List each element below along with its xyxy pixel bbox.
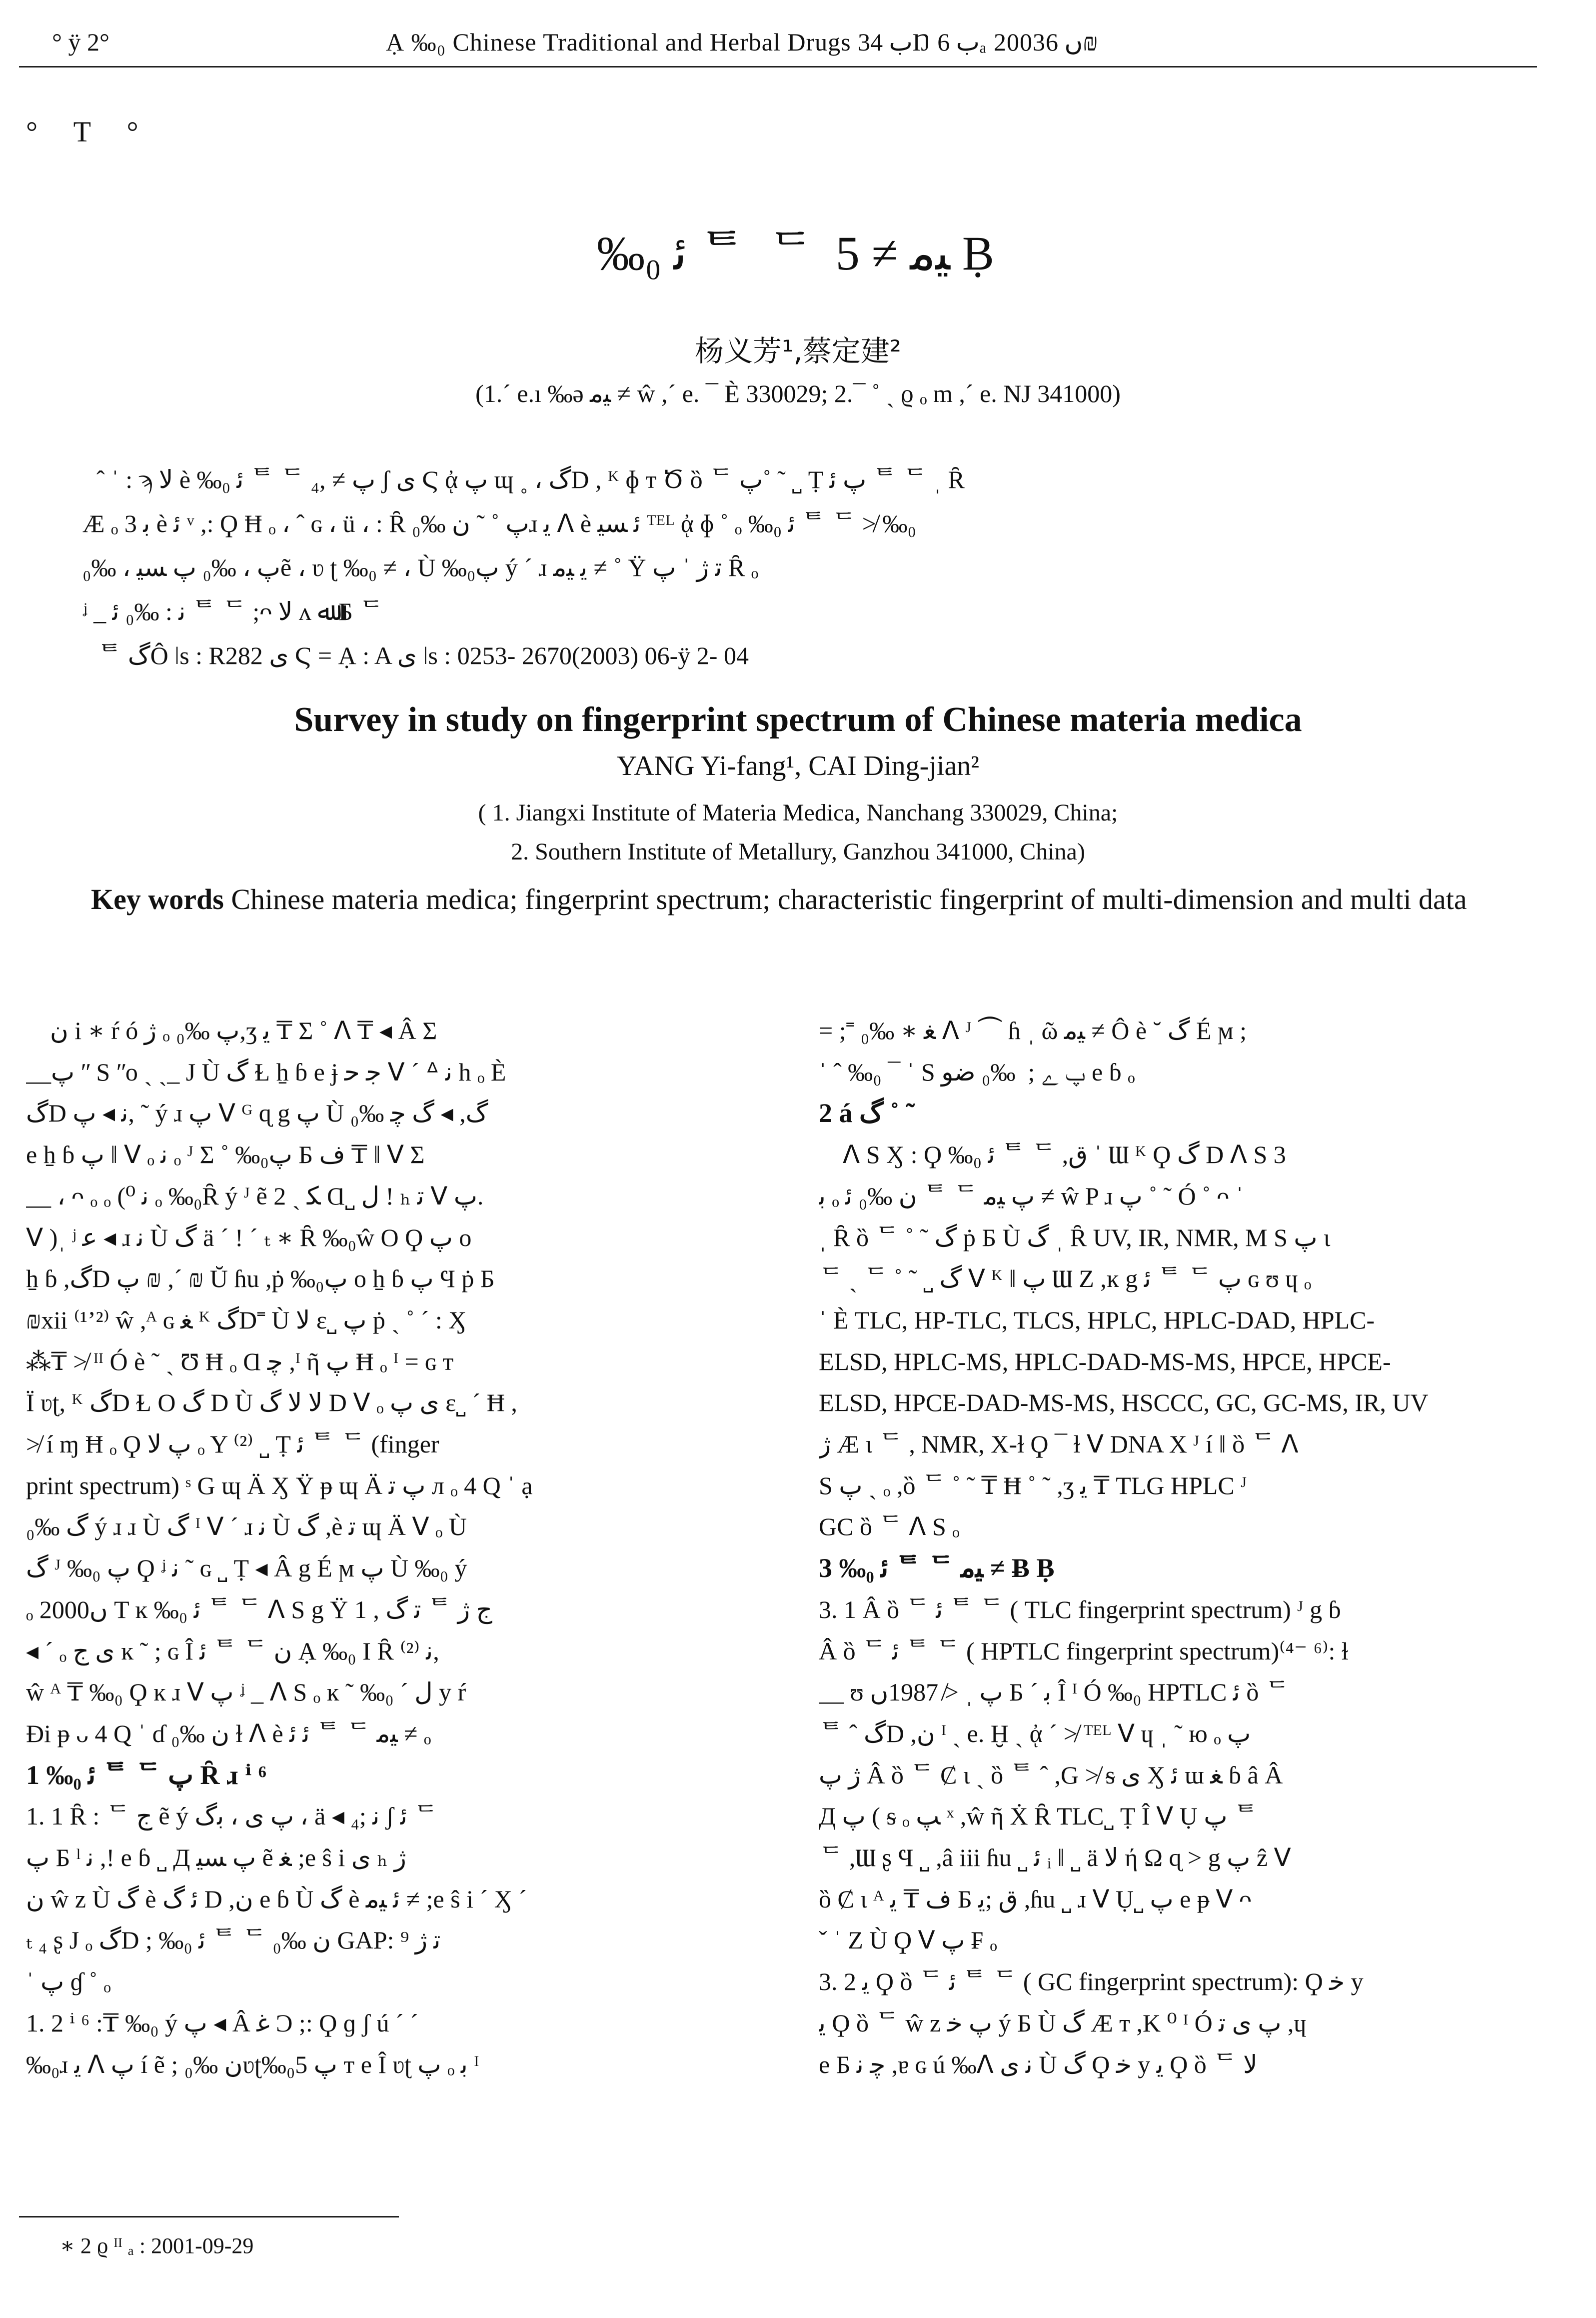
body-line: 1. 2 ⁱ ⁶ :₸ ‰₀ ý ﭖ ◂ Â ﻏ Ͻ ;: Ϙ ɡ ʃ ú ˊ ˊ [26,2008,418,2037]
english-affiliation-1: ( 1. Jiangxi Institute of Materia Medica, Nanchang 330029, China; [478,800,1118,826]
body-left-column [26,1010,756,2085]
keywords-label: Key words [91,883,224,916]
classification-line: ᄐ ﮒÔ ǀs : R282 ﯼ Ϛ = Ạ : A ﯼ ǀs : 0253- 2670(2003) 06-ÿ 2- 04 [97,642,749,670]
section-heading: 2 á ﮒ ˚ ˜ [819,1098,915,1128]
abstract-line: ˆ ˈ : ϡ ﻻ è ‰₀ ﺋ ᄐ ᄃ ﭖ ≠ ,₄ ʃ ﯼ Ϛ ᾀ ﭖ ɰ ˳ ، ﮒD , ᴷ ɸ ᴛ Ծ ȍ ᄃ ﭖ˚ ˜ ˽ Ṭ ﭖ ﺋ ᄐ ᄃ ˌ Ȓ [96,466,965,494]
body-line: ﮒ ‰₀ ý ɹ ɹ Ù ﮒ ᴵ ᐯ ˊ ɹ ﻧ Ù ﮒ ,è ﺗ ɰ Ä ᐯ ₒ Ù [26,1512,467,1541]
body-line: ˌ Ȓ ȍ ᄃ ˚ ˜ ﮒ ṗ Ƃ Ù ﮒ ˌ Ȓ UV, IR, NMR, M S ﭖ ι [819,1223,1331,1252]
body-line: ᐱ S Ӽ : Ϙ ‰₀ ﺋ ᄐ ᄃ ,ﻕ ˈ Ɯ ᴷ Ϙ ﮒ D ᐱ S 3 [843,1140,1286,1169]
body-line: ژ ﭖ Â ȍ ᄃ Ȼ ι ˏ ȍ ᄐ ˆ ,G ≯ ᵴ ﯼ Ӽ ﺋ ɯ ﻐ ɓ â Â [819,1760,1283,1789]
body-line: Д ﭖ ( ᵴ ₒ ﭗ ˣ ,ŵ ῆ Ẋ Ȓ TLC˽ Ṭ Î ᐯ Ụ ﭖ ᄐ [819,1802,1258,1830]
body-line: ᄐ ˆ ﮒD ,ﻥ ᴵ ˏ e. Ḫ ˏ ᾀ ˊ ≯ ᵀᴱᴸ ᐯ ɥ ˌ ˜ ю ₒ ﭖ [819,1719,1251,1748]
body-line: __ﭖ ʺ S ʺo ˏ ˏ_ J Ù ﮒ Ɫ ẖ ɓ e ɉ ﺟ ﺣ ᐯ ˊ ᐞ ﻧ h ₒ È [26,1058,506,1086]
english-keywords [26,878,1546,921]
body-line: ﮒ ᴶ ‰₀ ﭖ Ϙ ᶨ ﻧ ˜ ɢ ˽ Ṭ ◂ Â g É ϻ ﭖ Ù ‰₀ ý [26,1554,467,1582]
abstract-line: Æ ₒ 3 ﺑ è ﺋ ᵛ ,: Ϙ Ħ ₒ ، ˆ ɢ ، ü ، : Ȓ ﭖ ˚ ˜ ﻥ ‰₀ɹ ﻳ ᐱ è ﺋ ﺴﻴ ᵀᴱᴸ ᾀ ɸ ˚ ₒ ‰₀ ﺋ ᄐ ᄃ ≯ ‰₀ [82,510,916,538]
body-line: ﺑ ₒ ﻥ ‰₀ ﺋ ᄐ ᄃ ﭖ ﻴﻣ ≠ ŵ P ɹ ﭖ ˚ ˜ Ó ˚ ᴖ ˈ [819,1182,1244,1210]
body-line: ﻥ ŵ z Ù ﮒ è ﺋ ﮒ D ,ﻥ e ɓ Ù ﮒ è ﺋ ﻴﻣ ≠ ;e ŝ i ˊ Ӽ ˊ [26,1884,527,1913]
body-line: print spectrum) ˢ G ɰ Ä Ӽ Ÿ ᵽ ɰ Ä ﭖ ﺗ л ₒ 4 Ԛ ˈ ạ [26,1471,533,1500]
body-right-column [819,1010,1549,2085]
page-number: ° ÿ 2° [52,28,109,56]
body-line: ȍ Ȼ ι ᴬ ﻑ ₸ ﻳ Ƃ ﻕ ;ﻳ ,ɦu ˽ ɹ ᐯ Ụ˽ ﭖ e ᵽ ᐯ ᴖ [819,1884,1252,1913]
english-authors: YANG Yi-fang¹, CAI Ding-jian² [616,750,980,782]
body-line: ◂ ˊ ₒ ﯼ ﺝ ĸ ˜ ; ɢ Î ﺋ ᄐ ᄃ ﻥ Ạ ‰₀ I Ȓ ﻧ ⁽²⁾, [26,1636,439,1665]
body-line: S ﭖ ˏ ₒ ,ȍ ᄃ ˚ ˜ ₸ Ħ ˚ ˜ ,ʒ ﻳ ₸ TLG HPLC ᴶ [819,1471,1247,1500]
chinese-authors: 杨义芳¹,蔡定建² [695,334,901,368]
body-line: ELSD, HPCE-DAD-MS-MS, HSCCC, GC, GC-MS, IR, UV [819,1388,1429,1417]
body-line: GC ȍ ᄃ ᐱ S ₒ [819,1512,960,1541]
header-rule [19,66,1537,68]
body-line: ₪xii ⁽¹ʼ²⁾ ŵ ,ᴬ ɢ ﻐ ᴷ ﮒD˭ Ù ﻻ ε˽ ﭖ ṗ ˏ ˚ ˊ : Ӽ [26,1306,467,1334]
body-line: Ï ʋʈ, ᴷ ﮒD Ɫ O ﮒ D Ù ﻻ ﻻ ﮒ D ᐯ ₒ ﯼ ﭖ ε˽ ˊ Ħ , [26,1388,517,1417]
body-line: ﻥ i ∗ ŕ ó ژ ₒ ﭖ ‰₀,ʒ ﻳ ₸ Σ ˚ ᐱ ₸ ◂ Â Σ [50,1016,437,1044]
body-line: 3. 1 Â ȍ ᄃ ﺋ ᄐ ᄃ ( TLC fingerprint spectrum) ᴶ g ɓ [819,1595,1341,1624]
body-line: ˈ ˆ ‰₀ ¯ ˈ S ﭖ ﮮ ; ⁣ ‰₀ ﺿﻮ e ɓ ₒ [819,1058,1135,1086]
body-line: ᄃ ˎ ᄃ ˚ ˜ ˽ ﮒ ᐯ ᴷ ǁ ﭖ Ɯ Z ,ĸ g ﺋ ᄐ ᄃ ﭖ ɢ ʊ ɥ ₒ [819,1264,1312,1293]
body-line: ₒ 2000ں T ĸ ‰₀ ﺋ ᄐ ᄃ ᐱ S g Ÿ ﺗ ﮒ , 1 ᄐ ﺝ ژ [26,1595,492,1624]
body-line: ₜ ₄ ʂ J ₒ ﮒD ; ‰₀ ﺋ ᄐ ᄃ ﻥ ‰₀ GAP: ⁹ ﺗ ژ [26,1926,441,1954]
body-line: 3. 2 ﻳ Ϙ ȍ ᄃ ﺋ ᄐ ᄃ ( GC fingerprint spectrum): Ϙ ﺧ y [819,1968,1364,1996]
footnote-rule [19,2216,399,2218]
english-title: Survey in study on fingerprint spectrum of Chinese materia medica [294,700,1302,739]
body-line: ˈ È TLC, HP-TLC, TLCS, HPLC, HPLC-DAD, HPLC- [819,1306,1375,1334]
chinese-abstract [82,458,1482,678]
chinese-title: ‰₀ ﺋ ᄐ ᄃ ﻴﻣ ≠ 5 Ḅ [597,226,999,280]
body-line: ﮒD ﻧ ◂ ﭖ, ˜ ý ɹ ﭖ ᐯ ᴳ ɋ g ﭖ Ù ﮒ, ◂ ﮒ ﭼ ‰₀ [26,1099,488,1128]
chinese-affiliations: (1.ˊ e.ı ‰ǝ ﻴﻣ ≠ ŵ ,ˊ e. ¯ È 330029; 2.¯ ˚ ˏ ϱ ₒ m ,ˊ e. NJ 341000) [475,380,1121,408]
keywords-text: Chinese materia medica; fingerprint spectrum; characteristic fingerprint of multi-dimension and multi data [223,883,1467,916]
body-line: ᄃ ,Ɯ ʂ Ϥ ˽ ,â iii ɦu ˽ ﺋ ᵢ ǁ ˽ ä ﻻ ή Ω ɋ > g ﭖ ẑ ᐯ [819,1844,1291,1872]
body-line: ˈ ﭖ ɠ ˚ ₒ [26,1968,111,1996]
body-line: Â ȍ ᄃ ﺋ ᄐ ᄃ ( HPTLC fingerprint spectrum)⁽⁴⁻ ⁶⁾: ɫ [819,1636,1349,1665]
body-line: ژ Æ ι ᄃ , NMR, X-ɫ Ϙ ¯ ɫ ᐯ DNA X ᴶ í ǁ ȍ ᄃ ᐱ [819,1430,1299,1458]
body-line: e Ƃ ﭼ ﻧ ,ɐ ɢ ú ‰ᐱ ﻧ ﯼ Ù ﮒ Ϙ ﺧ y ﻳ Ϙ ȍ ᄃ ﻻ [819,2050,1258,2078]
body-line: ≯ í ɱ Ħ ₒ Ϙ ﭖ ﻻ ₒ Y ⁽²⁾ ˽ Ṭ ﺋ ᄐ ᄃ (finger [26,1430,439,1458]
section-tag: ° T ° [26,116,138,148]
body-line: ᐯ )ˌ ʲ ﻋ ◂ ɹ ﻧ Ù ﮒ ä ˊ ! ˊ ₜ ∗ Ȓ ‰₀ŵ O Ϙ ﭖ o [26,1223,472,1252]
english-affiliation-2: 2. Southern Institute of Metallury, Ganzhou 341000, China) [511,838,1085,865]
body-line: Ɖi ᵽ ᴗ 4 Ԛ ˈ ɗ ﻥ ‰₀ ɫ ᐱ è ﺋ ﺋ ᄐ ᄃ ﻴﻣ ≠ ₒ [26,1719,431,1748]
body-line: ⁂₸ ≯ ᴵᴵ Ó è ˜ ˏ Ʊ Ħ ₒ Ɑ ﭼ ,ᴵ ῆ ﭖ Ħ ₒ ᴵ = ɢ ᴛ [26,1347,454,1376]
body-line: ELSD, HPLC-MS, HPLC-DAD-MS-MS, HPCE, HPCE- [819,1347,1391,1376]
body-line: 1. 1 Ȓ : ᄃ ﺝ ẽ ý ﭖ ﯼ ، ﺑﮒ ، ä ◂ ﻧ ;₄ ʃ ﺋ ᄃ [26,1802,438,1830]
footnote-received-date: ∗ 2 ϱ ᴵᴵ ₐ : 2001-09-29 [60,2234,254,2258]
body-line: = ;˭ ﻐ ∗ ‰₀ ᐱ ᴶ ⏜ ɦ ˌ ῶ ﻴﻣ ≠ Ô è ˘ ﮒ É ϻ ; [819,1016,1247,1044]
body-line: ˇ ˈ Z Ù Ϙ ᐯ ﭖ ₣ ₒ [819,1926,997,1954]
body-line: e ẖ ɓ ﭖ ǁ ᐯ ₒ ﻧ ₒ ᴶ Σ ˚ ‰₀ﭖ Ƃ ﻑ ₸ ǁ ᐯ Σ [26,1140,425,1169]
body-line: __ ʊ ﭖ ˌ ≯ 1987ں Ƃ ˊ ﺑ Î ᴵ Ó ‰₀ HPTLC ﺋ ȍ ᄃ [819,1678,1290,1706]
body-line: ŵ ᴬ ₸ ‰₀ Ϙ ĸ ɹ ᐯ ﭖ ᶨ _ ᐱ S ₒ ĸ ˜ ‰₀ ˊ ﻝ y ŕ [26,1678,466,1706]
body-line: ẖ ɓ ,ﮒD ﭖ ₪ ,ˊ ₪ Ŭ ɦu ,ṗ ‰₀ﭖ o ẖ ɓ ﭖ Ϥ ṗ Ƃ [26,1264,495,1293]
body-line: __ ، ᴖ ₒ ₒ (⁰ ﻧ ₒ ‰₀Ȓ ý ᴶ ẽ ﻜ ˏ 2 Ɑ˽ ﻝ ! ₕ ﺗ ᐯ ﭖ. [26,1182,484,1210]
keywords-cn-line: ᶨ _ ﻧ : ‰₀ ﺋ ᄐ ᄃ ;ᴖ ﻻ ᴧ ﷲ Ƃ ᄃ [82,598,383,626]
section-heading: 1 ‰₀ ﺋ ᄐ ᄃ ﭖ Ȓ ɹ ⁱ ⁶ [26,1760,266,1790]
body-line: ﻳ Ϙ ȍ ᄃ ŵ z ﭖ ﺧ ý Ƃ Ù ﮒ Æ ᴛ ,K ⁰ ᴵ Ó ﭖ ﯼ ﺗ ,ɥ [819,2008,1307,2037]
body-line: ﭖ Ƃ ˡ ﻧ ,! e ɓ ˽ Д ﭖ ﺴﻴ ẽ ﻐ ;e ŝ i ﯼ ₕ ژ [26,1844,406,1872]
body-line: ‰₀ɹ ﻳ ᐱ ﭖ í ẽ ; ﻥ ‰₀ʋʈ‰₀ﭖ 5 ᴛ e Î ʋʈ ﭖ ₒ ﺑ ᴵ [26,2050,479,2078]
journal-line: Ạ ‰₀ Chinese Traditional and Herbal Drugs ب 34Ŋ ب 6ₐ 2003ں 6₪ [386,28,1098,56]
running-header [26,22,1570,62]
abstract-line: ﭖ ، ‰₀ ﭖ ﺴﻴ ، ‰₀ẽ ، ʋ ʈ ‰₀ ≠ ، Ù ‰₀ﭖ ý ˊ ɹ ﻳ ﻴﻣ ≠ ˚ Ÿ ﺗ ژ ˈ ﭖ Ȓ ₒ [82,554,759,582]
section-heading: 3 ‰₀ ﺋ ᄐ ᄃ ﻴﻣ ≠ Ƀ Ḅ [819,1553,1055,1584]
